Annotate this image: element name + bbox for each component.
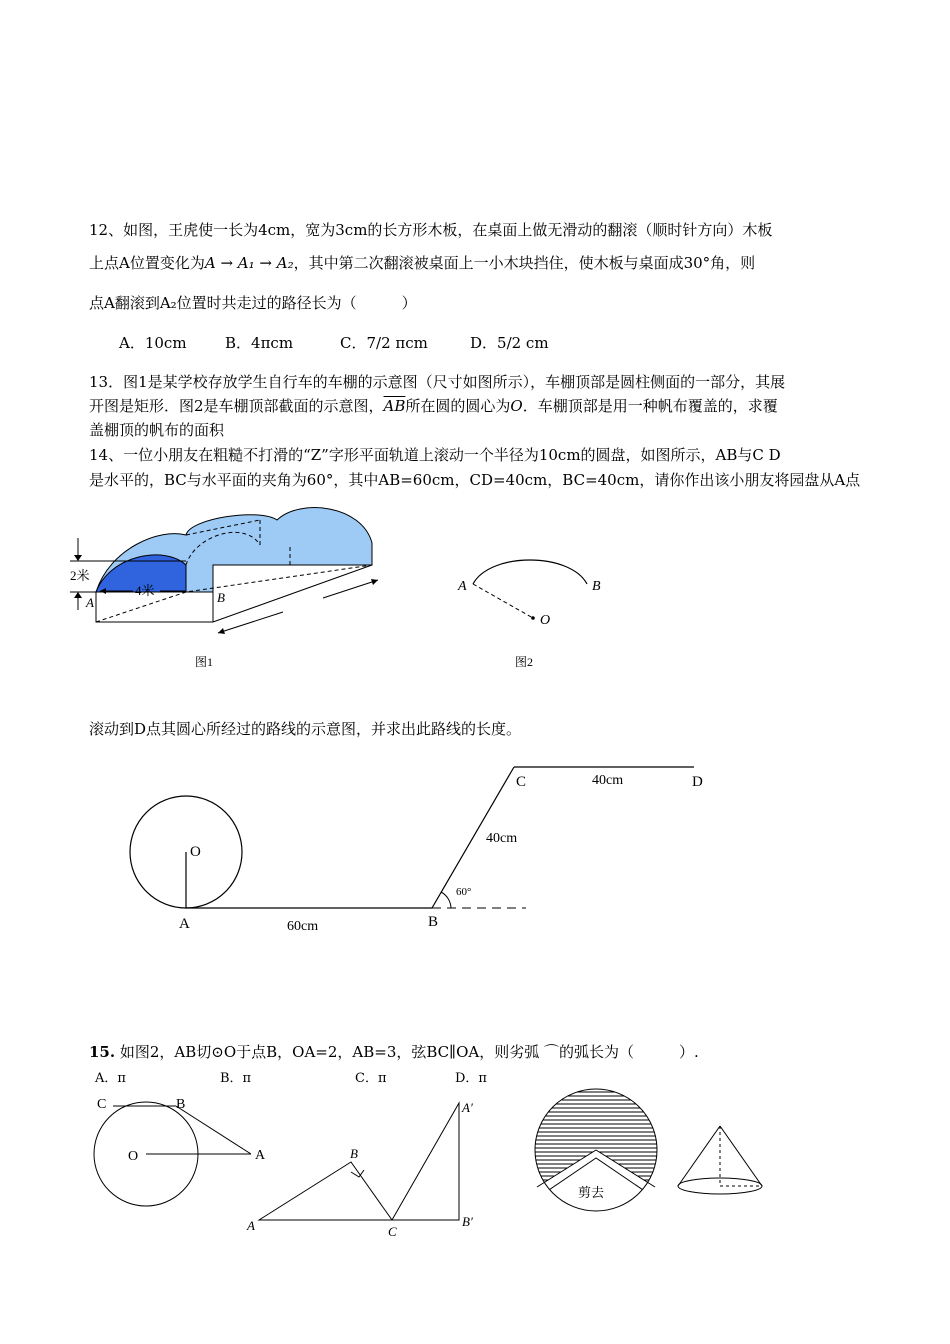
q13-line2-mid: 所在圆的圆心为 bbox=[405, 397, 511, 415]
fig4-tangent-ab bbox=[176, 1106, 251, 1154]
q13-line1: 13．图1是某学校存放学生自行车的车棚的示意图（尺寸如图所示），车棚顶部是圆柱侧面的一部分，其展 bbox=[89, 373, 786, 391]
q15-option-d: D．π bbox=[455, 1071, 487, 1086]
q13-arc-ab: $\overline{AB}$ bbox=[383, 397, 406, 415]
q12-option-a: A．10cm bbox=[119, 334, 187, 352]
fig3-label-c: C bbox=[516, 774, 527, 790]
q13-line2-start: 开图是矩形．图2是车棚顶部截面的示意图， bbox=[89, 397, 384, 415]
q12-option-d: D．5/2 cm bbox=[470, 334, 549, 352]
fig5-triangle-a2b2c bbox=[392, 1103, 459, 1220]
fig5-label-a: A bbox=[247, 1218, 255, 1233]
fig3-length-cd: 40cm bbox=[592, 773, 624, 788]
q15-number: 15. bbox=[89, 1043, 116, 1061]
fig1-label-b: B bbox=[217, 590, 225, 605]
fig4-label-b: B bbox=[176, 1097, 186, 1112]
fig2-label-a: A bbox=[458, 579, 467, 594]
fig3-label-d: D bbox=[692, 774, 703, 790]
fig7-cone-left-edge bbox=[678, 1126, 720, 1186]
q12-line1: 12、如图，王虎使一长为4cm，宽为3cm的长方形木板，在桌面上做无滑动的翻滚（顺时针方向）木板 bbox=[89, 221, 773, 239]
fig4-label-o: O bbox=[128, 1149, 139, 1164]
q12-position-sequence: A → A₁ → A₂ bbox=[204, 254, 294, 272]
fig5-label-b: B bbox=[350, 1146, 358, 1161]
q13-line2-end: ．车棚顶部是用一种帆布覆盖的，求覆 bbox=[522, 397, 778, 415]
fig3-label-o: O bbox=[190, 844, 201, 860]
fig2-label-b: B bbox=[592, 579, 601, 594]
q14-line1: 14、一位小朋友在粗糙不打滑的“Z”字形平面轨道上滚动一个半径为10cm的圆盘，如图所示，AB与C D bbox=[89, 446, 781, 464]
fig5-label-a-prime: A′ bbox=[462, 1100, 473, 1115]
label-4m: 4米 bbox=[135, 583, 155, 598]
q15-option-b: B．π bbox=[220, 1071, 252, 1086]
fig1-label-a: A bbox=[86, 595, 94, 610]
label-2m: 2米 bbox=[70, 568, 90, 583]
fig3-angle-label: 60° bbox=[456, 886, 472, 898]
q14-line2: 是水平的，BC与水平面的夹角为60°，其中AB=60cm，CD=40cm，BC=40cm，请你作出该小朋友将园盘从A点 bbox=[89, 471, 861, 489]
q13-center-o: O bbox=[510, 397, 523, 415]
q12-option-b: B．4πcm bbox=[225, 334, 294, 352]
fig5-label-c: C bbox=[388, 1224, 397, 1239]
q15-option-c: C．π bbox=[355, 1071, 387, 1086]
q12-line2-end: ，其中第二次翻滚被桌面上一小木块挡住，使木板与桌面成30°角，则 bbox=[293, 254, 756, 272]
fig7-cone-right-edge bbox=[720, 1126, 762, 1186]
fig3-length-ab: 60cm bbox=[287, 919, 319, 934]
fig6-hatched-disc bbox=[530, 1085, 665, 1222]
q13-line3: 盖棚顶的帆布的面积 bbox=[89, 421, 225, 439]
fig5-label-b-prime: B′ bbox=[462, 1214, 473, 1229]
fig5-triangle-abc bbox=[259, 1162, 392, 1220]
q15-option-a: A．π bbox=[95, 1071, 126, 1086]
fig3-label-b: B bbox=[428, 914, 439, 930]
q12-option-c: C．7/2 πcm bbox=[340, 334, 428, 352]
fig1-caption: 图1 bbox=[195, 655, 214, 669]
q12-line3: 点A翻滚到A₂位置时共走过的路径长为（ ） bbox=[89, 294, 417, 312]
fig2-label-o: O bbox=[540, 613, 551, 628]
fig6-cut-label: 剪去 bbox=[578, 1185, 605, 1200]
q14-line3: 滚动到D点其圆心所经过的路线的示意图，并求出此路线的长度。 bbox=[89, 720, 522, 738]
fig4-label-c: C bbox=[97, 1097, 107, 1112]
fig4-label-a: A bbox=[255, 1148, 266, 1163]
fig2-caption: 图2 bbox=[515, 655, 534, 669]
q12-line2-start: 上点A位置变化为 bbox=[89, 254, 205, 272]
fig3-length-bc: 40cm bbox=[486, 831, 518, 846]
q15-text: 如图2，AB切⊙O于点B，OA=2，AB=3，弦BC∥OA，则劣弧 ⌒的弧长为（ ）. bbox=[115, 1043, 699, 1061]
fig3-label-a: A bbox=[179, 916, 190, 932]
